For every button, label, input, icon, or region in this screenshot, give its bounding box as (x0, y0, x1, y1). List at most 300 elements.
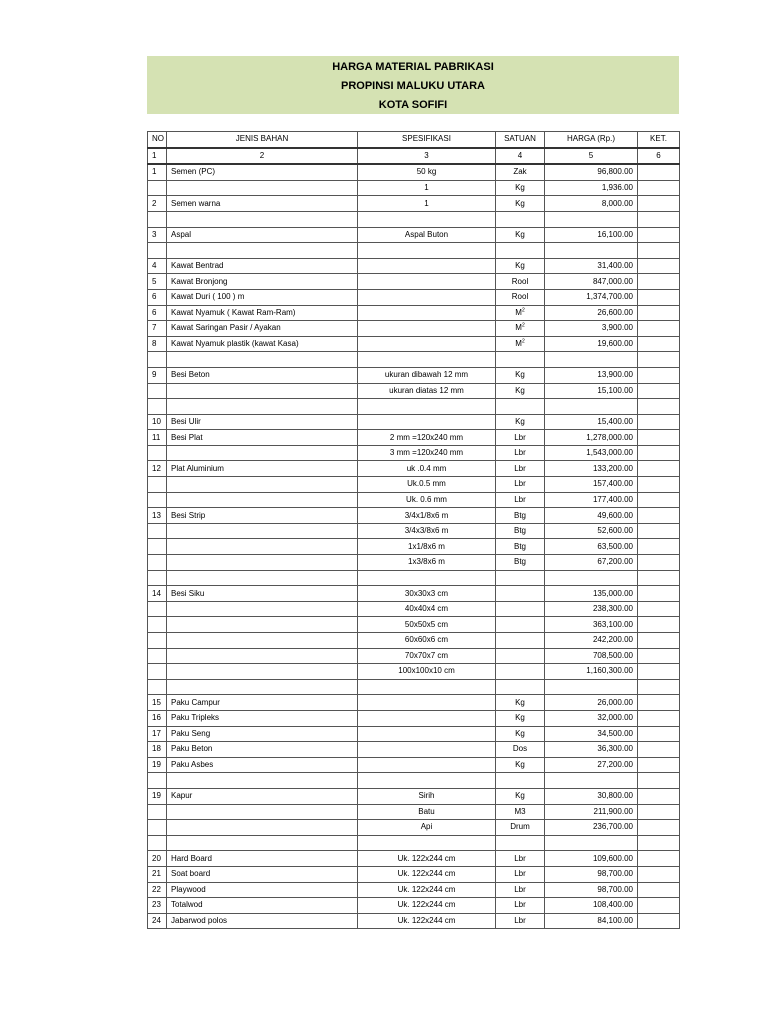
cell-satuan (496, 820, 545, 836)
empty-cell (358, 211, 496, 227)
empty-cell (167, 835, 358, 851)
cell-harga (545, 383, 638, 399)
cell-no (148, 227, 167, 243)
cell-no (148, 196, 167, 212)
cell-satuan-text: M (515, 323, 522, 333)
cell-harga-text: 98,700.00 (597, 884, 633, 894)
table-row (148, 508, 680, 524)
cell-ket (638, 196, 680, 212)
cell-harga (545, 648, 638, 664)
cell-ket (638, 788, 680, 804)
cell-jenis-bahan (167, 851, 358, 867)
cell-jenis-bahan (167, 196, 358, 212)
cell-harga-text: 363,100.00 (592, 619, 633, 629)
empty-cell (638, 570, 680, 586)
table-row (148, 898, 680, 914)
cell-harga (545, 757, 638, 773)
column-header-ket: KET. (638, 132, 680, 148)
cell-harga (545, 788, 638, 804)
cell-jenis-bahan (167, 648, 358, 664)
cell-ket (638, 539, 680, 555)
cell-jenis-bahan (167, 757, 358, 773)
cell-harga-text: 36,300.00 (597, 744, 633, 754)
cell-spesifikasi (358, 695, 496, 711)
cell-no (148, 445, 167, 461)
cell-spesifikasi-text: Uk. 122x244 cm (397, 853, 456, 863)
cell-spesifikasi-text: 1 (424, 198, 429, 208)
cell-harga (545, 367, 638, 383)
cell-ket (638, 523, 680, 539)
spacer-row (148, 399, 680, 415)
cell-satuan-text: M (515, 307, 522, 317)
column-header-harga: HARGA (Rp.) (545, 132, 638, 148)
cell-harga-text: 52,600.00 (597, 526, 633, 536)
cell-satuan-text: Kg (515, 697, 525, 707)
cell-jenis-bahan-text: Semen (PC) (171, 167, 216, 177)
cell-spesifikasi (358, 258, 496, 274)
cell-jenis-bahan-text: Paku Asbes (171, 760, 214, 770)
cell-harga (545, 898, 638, 914)
cell-satuan (496, 321, 545, 337)
cell-ket (638, 321, 680, 337)
cell-jenis-bahan-text: Paku Campur (171, 697, 220, 707)
spacer-row (148, 773, 680, 789)
cell-no-text: 2 (152, 198, 157, 208)
cell-spesifikasi (358, 289, 496, 305)
cell-no-text: 23 (152, 900, 161, 910)
cell-spesifikasi (358, 882, 496, 898)
cell-harga (545, 882, 638, 898)
cell-harga (545, 523, 638, 539)
cell-harga-text: 133,200.00 (592, 463, 633, 473)
cell-ket (638, 492, 680, 508)
cell-satuan-text: M (515, 339, 522, 349)
table-row (148, 180, 680, 196)
cell-no-text: 24 (152, 915, 161, 925)
cell-spesifikasi-text: Sirih (418, 791, 435, 801)
cell-satuan (496, 757, 545, 773)
cell-harga-text: 67,200.00 (597, 557, 633, 567)
cell-no (148, 555, 167, 571)
cell-satuan (496, 664, 545, 680)
cell-jenis-bahan-text: Besi Strip (171, 510, 206, 520)
cell-spesifikasi-text: Uk.0.5 mm (407, 479, 446, 489)
empty-cell (545, 570, 638, 586)
table-row (148, 664, 680, 680)
cell-harga-text: 16,100.00 (597, 229, 633, 239)
empty-cell (638, 352, 680, 368)
cell-no (148, 164, 167, 180)
cell-spesifikasi (358, 913, 496, 929)
cell-jenis-bahan-text: Soat board (171, 869, 211, 879)
cell-satuan (496, 742, 545, 758)
cell-satuan (496, 461, 545, 477)
cell-satuan-text: Lbr (514, 853, 526, 863)
cell-harga (545, 196, 638, 212)
cell-harga (545, 492, 638, 508)
cell-ket (638, 710, 680, 726)
table-row (148, 258, 680, 274)
empty-cell (167, 211, 358, 227)
spacer-row (148, 243, 680, 259)
cell-ket (638, 305, 680, 321)
cell-jenis-bahan-text: Kapur (171, 791, 193, 801)
cell-ket (638, 508, 680, 524)
cell-harga-text: 27,200.00 (597, 760, 633, 770)
cell-harga-text: 847,000.00 (592, 276, 633, 286)
cell-satuan (496, 492, 545, 508)
table-header-row (148, 132, 680, 148)
cell-harga-text: 1,160,300.00 (586, 666, 633, 676)
cell-ket (638, 477, 680, 493)
cell-jenis-bahan (167, 445, 358, 461)
cell-ket (638, 742, 680, 758)
cell-harga (545, 289, 638, 305)
cell-harga-text: 242,200.00 (592, 635, 633, 645)
cell-satuan (496, 164, 545, 180)
cell-harga (545, 617, 638, 633)
empty-cell (358, 773, 496, 789)
cell-no-text: 13 (152, 510, 161, 520)
spacer-row (148, 211, 680, 227)
cell-spesifikasi-text: 3 mm =120x240 mm (389, 448, 464, 458)
cell-jenis-bahan (167, 539, 358, 555)
cell-jenis-bahan-text: Besi Plat (171, 432, 203, 442)
cell-no (148, 523, 167, 539)
cell-spesifikasi (358, 305, 496, 321)
cell-jenis-bahan-text: Plat Aluminium (171, 463, 224, 473)
table-row (148, 321, 680, 337)
table-row (148, 866, 680, 882)
table-row (148, 742, 680, 758)
cell-spesifikasi (358, 523, 496, 539)
cell-jenis-bahan-text: Besi Siku (171, 588, 205, 598)
cell-satuan (496, 445, 545, 461)
empty-cell (545, 773, 638, 789)
cell-harga (545, 664, 638, 680)
cell-harga (545, 321, 638, 337)
cell-satuan (496, 555, 545, 571)
cell-harga-text: 26,000.00 (597, 697, 633, 707)
cell-jenis-bahan (167, 414, 358, 430)
cell-satuan-text: Kg (515, 728, 525, 738)
cell-satuan-text: Kg (515, 760, 525, 770)
cell-harga (545, 710, 638, 726)
table-row (148, 788, 680, 804)
cell-jenis-bahan (167, 289, 358, 305)
cell-satuan-text: Kg (515, 183, 525, 193)
cell-spesifikasi (358, 164, 496, 180)
cell-jenis-bahan (167, 882, 358, 898)
cell-harga (545, 430, 638, 446)
empty-cell (638, 399, 680, 415)
cell-spesifikasi-text: Api (420, 822, 433, 832)
cell-satuan (496, 617, 545, 633)
cell-spesifikasi (358, 321, 496, 337)
column-number: 2 (167, 148, 358, 165)
cell-no-text: 10 (152, 416, 161, 426)
cell-satuan (496, 258, 545, 274)
cell-no-text: 21 (152, 869, 161, 879)
cell-harga-text: 238,300.00 (592, 604, 633, 614)
cell-harga (545, 555, 638, 571)
column-number: 1 (148, 148, 167, 165)
cell-jenis-bahan (167, 617, 358, 633)
empty-cell (167, 352, 358, 368)
spacer-row (148, 352, 680, 368)
cell-ket (638, 866, 680, 882)
cell-satuan-text: Lbr (514, 900, 526, 910)
cell-jenis-bahan (167, 555, 358, 571)
cell-spesifikasi-text: Uk. 122x244 cm (397, 869, 456, 879)
cell-satuan-text: Btg (513, 557, 526, 567)
cell-spesifikasi (358, 274, 496, 290)
cell-no-text: 6 (152, 292, 157, 302)
empty-cell (148, 570, 167, 586)
cell-satuan-text: Kg (515, 416, 525, 426)
cell-satuan-text: Btg (513, 510, 526, 520)
cell-satuan (496, 367, 545, 383)
cell-satuan (496, 695, 545, 711)
cell-satuan (496, 196, 545, 212)
cell-spesifikasi (358, 788, 496, 804)
cell-satuan (496, 633, 545, 649)
cell-no (148, 742, 167, 758)
table-row (148, 523, 680, 539)
cell-jenis-bahan (167, 227, 358, 243)
cell-ket (638, 445, 680, 461)
cell-jenis-bahan (167, 820, 358, 836)
cell-satuan (496, 586, 545, 602)
empty-cell (545, 835, 638, 851)
cell-jenis-bahan-text: Paku Seng (171, 728, 211, 738)
cell-no-text: 7 (152, 323, 157, 333)
empty-cell (167, 570, 358, 586)
empty-cell (358, 243, 496, 259)
cell-ket (638, 633, 680, 649)
cell-no-text: 1 (152, 167, 157, 177)
cell-jenis-bahan (167, 710, 358, 726)
table-row (148, 477, 680, 493)
cell-jenis-bahan (167, 742, 358, 758)
cell-ket (638, 913, 680, 929)
cell-spesifikasi (358, 430, 496, 446)
cell-no-text: 12 (152, 463, 161, 473)
cell-satuan-text: Lbr (514, 479, 526, 489)
title-line-3: KOTA SOFIFI (378, 99, 448, 111)
cell-no (148, 274, 167, 290)
empty-cell (496, 835, 545, 851)
cell-spesifikasi (358, 414, 496, 430)
cell-jenis-bahan (167, 321, 358, 337)
cell-spesifikasi (358, 492, 496, 508)
cell-satuan-text: Kg (515, 370, 525, 380)
cell-harga-text: 236,700.00 (592, 822, 633, 832)
cell-ket (638, 274, 680, 290)
cell-jenis-bahan-text: Kawat Bentrad (171, 261, 224, 271)
cell-harga (545, 820, 638, 836)
cell-no (148, 461, 167, 477)
cell-harga (545, 804, 638, 820)
cell-harga (545, 633, 638, 649)
cell-no-text: 14 (152, 588, 161, 598)
cell-ket (638, 367, 680, 383)
cell-harga-text: 708,500.00 (592, 650, 633, 660)
column-header-jenis-bahan: JENIS BAHAN (167, 132, 358, 148)
cell-ket (638, 461, 680, 477)
cell-spesifikasi (358, 383, 496, 399)
cell-jenis-bahan (167, 180, 358, 196)
table-row (148, 383, 680, 399)
cell-jenis-bahan-text: Kawat Saringan Pasir / Ayakan (171, 323, 281, 333)
cell-harga-text: 1,374,700.00 (586, 292, 633, 302)
cell-ket (638, 601, 680, 617)
cell-spesifikasi (358, 336, 496, 352)
cell-no (148, 586, 167, 602)
cell-spesifikasi (358, 633, 496, 649)
cell-no (148, 336, 167, 352)
cell-jenis-bahan (167, 726, 358, 742)
cell-jenis-bahan (167, 788, 358, 804)
cell-harga-text: 63,500.00 (597, 541, 633, 551)
column-number: 4 (496, 148, 545, 165)
cell-no (148, 710, 167, 726)
cell-harga-text: 1,278,000.00 (586, 432, 633, 442)
cell-harga-text: 1,936.00 (601, 183, 633, 193)
cell-spesifikasi (358, 742, 496, 758)
cell-satuan (496, 726, 545, 742)
cell-satuan (496, 508, 545, 524)
cell-ket (638, 383, 680, 399)
cell-no (148, 180, 167, 196)
table-row (148, 492, 680, 508)
empty-cell (167, 679, 358, 695)
cell-no-text: 22 (152, 884, 161, 894)
empty-cell (496, 352, 545, 368)
cell-harga (545, 274, 638, 290)
cell-satuan (496, 274, 545, 290)
empty-cell (358, 835, 496, 851)
cell-no (148, 882, 167, 898)
cell-jenis-bahan (167, 601, 358, 617)
unit-superscript: 2 (521, 338, 525, 345)
cell-ket (638, 820, 680, 836)
cell-no (148, 820, 167, 836)
cell-satuan (496, 477, 545, 493)
cell-harga (545, 601, 638, 617)
cell-satuan-text: Lbr (514, 869, 526, 879)
cell-satuan (496, 866, 545, 882)
cell-no (148, 757, 167, 773)
cell-spesifikasi-text: 30x30x3 cm (404, 588, 449, 598)
cell-spesifikasi-text: Uk. 122x244 cm (397, 915, 456, 925)
cell-spesifikasi (358, 648, 496, 664)
cell-spesifikasi-text: Uk. 0.6 mm (406, 494, 447, 504)
empty-cell (148, 211, 167, 227)
cell-no (148, 648, 167, 664)
column-number: 5 (545, 148, 638, 165)
cell-satuan (496, 523, 545, 539)
cell-spesifikasi (358, 866, 496, 882)
cell-spesifikasi (358, 757, 496, 773)
cell-satuan-text: Kg (515, 713, 525, 723)
table-row (148, 648, 680, 664)
cell-no-text: 3 (152, 229, 157, 239)
empty-cell (148, 352, 167, 368)
unit-superscript: 2 (521, 322, 525, 329)
empty-cell (638, 679, 680, 695)
cell-spesifikasi-text: 50x50x5 cm (404, 619, 449, 629)
cell-no (148, 601, 167, 617)
spacer-row (148, 835, 680, 851)
table-row (148, 305, 680, 321)
column-header-spesifikasi: SPESIFIKASI (358, 132, 496, 148)
cell-jenis-bahan (167, 383, 358, 399)
cell-ket (638, 757, 680, 773)
column-number: 6 (638, 148, 680, 165)
cell-spesifikasi-text: 2 mm =120x240 mm (389, 432, 464, 442)
cell-spesifikasi-text: uk .0.4 mm (406, 463, 447, 473)
cell-satuan (496, 601, 545, 617)
cell-satuan (496, 882, 545, 898)
cell-ket (638, 586, 680, 602)
cell-spesifikasi (358, 851, 496, 867)
cell-jenis-bahan (167, 258, 358, 274)
cell-harga (545, 336, 638, 352)
cell-ket (638, 258, 680, 274)
cell-satuan-text: Btg (513, 526, 526, 536)
cell-spesifikasi-text: 1x1/8x6 m (408, 541, 445, 551)
cell-ket (638, 289, 680, 305)
cell-satuan (496, 804, 545, 820)
cell-jenis-bahan-text: Paku Tripleks (171, 713, 220, 723)
cell-harga (545, 742, 638, 758)
empty-cell (358, 679, 496, 695)
cell-jenis-bahan (167, 898, 358, 914)
cell-no-text: 17 (152, 728, 161, 738)
table-row (148, 539, 680, 555)
cell-no (148, 508, 167, 524)
table-row (148, 555, 680, 571)
table-row (148, 601, 680, 617)
cell-jenis-bahan-text: Kawat Nyamuk ( Kawat Ram-Ram) (171, 307, 296, 317)
table-row (148, 164, 680, 180)
empty-cell (638, 835, 680, 851)
cell-jenis-bahan (167, 508, 358, 524)
cell-harga-text: 1,543,000.00 (586, 448, 633, 458)
cell-jenis-bahan (167, 274, 358, 290)
cell-jenis-bahan-text: Semen warna (171, 198, 221, 208)
cell-satuan-text: Kg (515, 229, 525, 239)
cell-no (148, 633, 167, 649)
cell-spesifikasi (358, 508, 496, 524)
empty-cell (496, 211, 545, 227)
cell-harga-text: 177,400.00 (592, 494, 633, 504)
empty-cell (545, 243, 638, 259)
column-header-no: NO (148, 132, 167, 148)
cell-ket (638, 555, 680, 571)
cell-satuan (496, 227, 545, 243)
cell-ket (638, 851, 680, 867)
cell-harga (545, 726, 638, 742)
cell-satuan (496, 305, 545, 321)
cell-harga (545, 445, 638, 461)
cell-harga-text: 109,600.00 (592, 853, 633, 863)
empty-cell (496, 243, 545, 259)
cell-spesifikasi (358, 180, 496, 196)
table-row (148, 726, 680, 742)
cell-jenis-bahan-text: Hard Board (171, 853, 212, 863)
